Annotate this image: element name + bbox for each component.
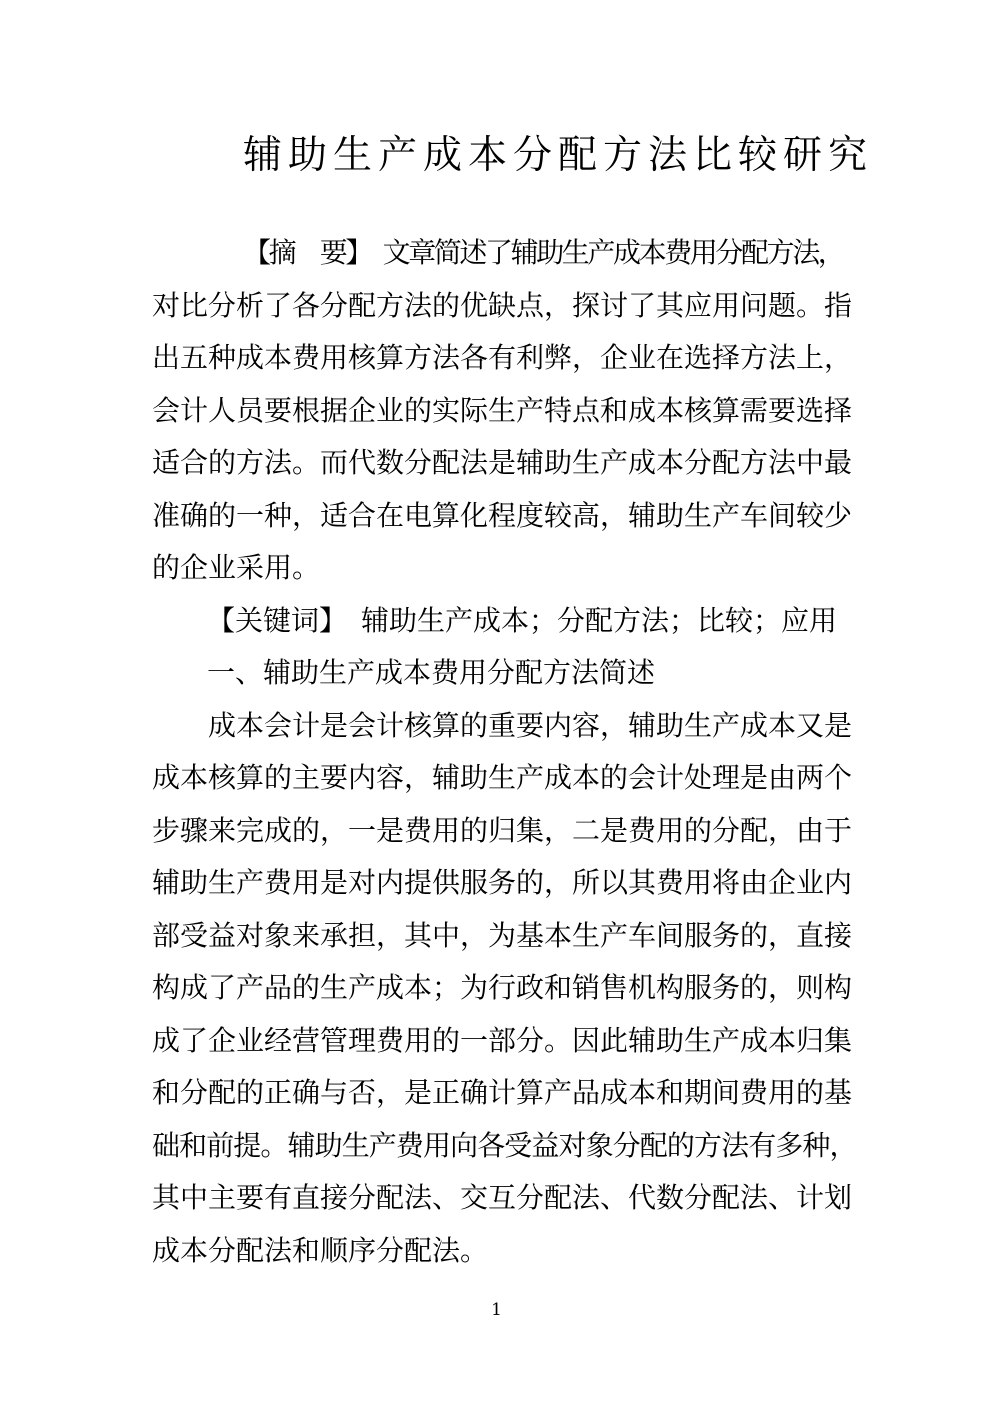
page-content <box>152 227 858 1277</box>
body-paragraph-line: 部受益对象来承担，其中，为基本生产车间服务的，直接 <box>152 918 853 952</box>
page-number: 1 <box>491 1300 502 1320</box>
abstract-paragraph-line: 适合的方法。而代数分配法是辅助生产成本分配方法中最 <box>152 446 853 479</box>
abstract-paragraph-line: 【摘 要】 文章简述了辅助生产成本费用分配方法， <box>243 236 844 269</box>
abstract-paragraph-line: 的企业采用。 <box>152 551 321 584</box>
body-paragraph-line: 成本会计是会计核算的重要内容，辅助生产成本又是 <box>208 708 853 742</box>
body-paragraph-line: 步骤来完成的，一是费用的归集，二是费用的分配，由于 <box>152 813 853 847</box>
page-title: 辅助生产成本分配方法比较研究 <box>243 133 874 178</box>
keywords-paragraph-line: 【关键词】 辅助生产成本；分配方法；比较；应用 <box>207 603 838 637</box>
abstract-paragraph-line: 会计人员要根据企业的实际生产特点和成本核算需要选择 <box>152 393 853 427</box>
body-paragraph-line: 成本分配法和顺序分配法。 <box>152 1233 489 1267</box>
abstract-paragraph-line: 对比分析了各分配方法的优缺点，探讨了其应用问题。指 <box>152 288 853 322</box>
body-paragraph-line: 构成了产品的生产成本；为行政和销售机构服务的，则构 <box>152 971 853 1004</box>
body-paragraph-line: 和分配的正确与否，是正确计算产品成本和期间费用的基 <box>152 1076 853 1109</box>
body-paragraph-line: 其中主要有直接分配法、交互分配法、代数分配法、计划 <box>152 1181 853 1214</box>
abstract-paragraph-line: 准确的一种，适合在电算化程度较高，辅助生产车间较少 <box>152 498 853 532</box>
body-paragraph-line: 成了企业经营管理费用的一部分。因此辅助生产成本归集 <box>152 1023 853 1057</box>
section-heading-line: 一、辅助生产成本费用分配方法简述 <box>207 656 656 689</box>
abstract-paragraph-line: 出五种成本费用核算方法各有利弊，企业在选择方法上， <box>152 341 853 374</box>
body-paragraph-line: 础和前提。辅助生产费用向各受益对象分配的方法有多种， <box>152 1128 857 1162</box>
body-paragraph-line: 辅助生产费用是对内提供服务的，所以其费用将由企业内 <box>152 866 853 899</box>
body-paragraph-line: 成本核算的主要内容，辅助生产成本的会计处理是由两个 <box>152 761 853 794</box>
